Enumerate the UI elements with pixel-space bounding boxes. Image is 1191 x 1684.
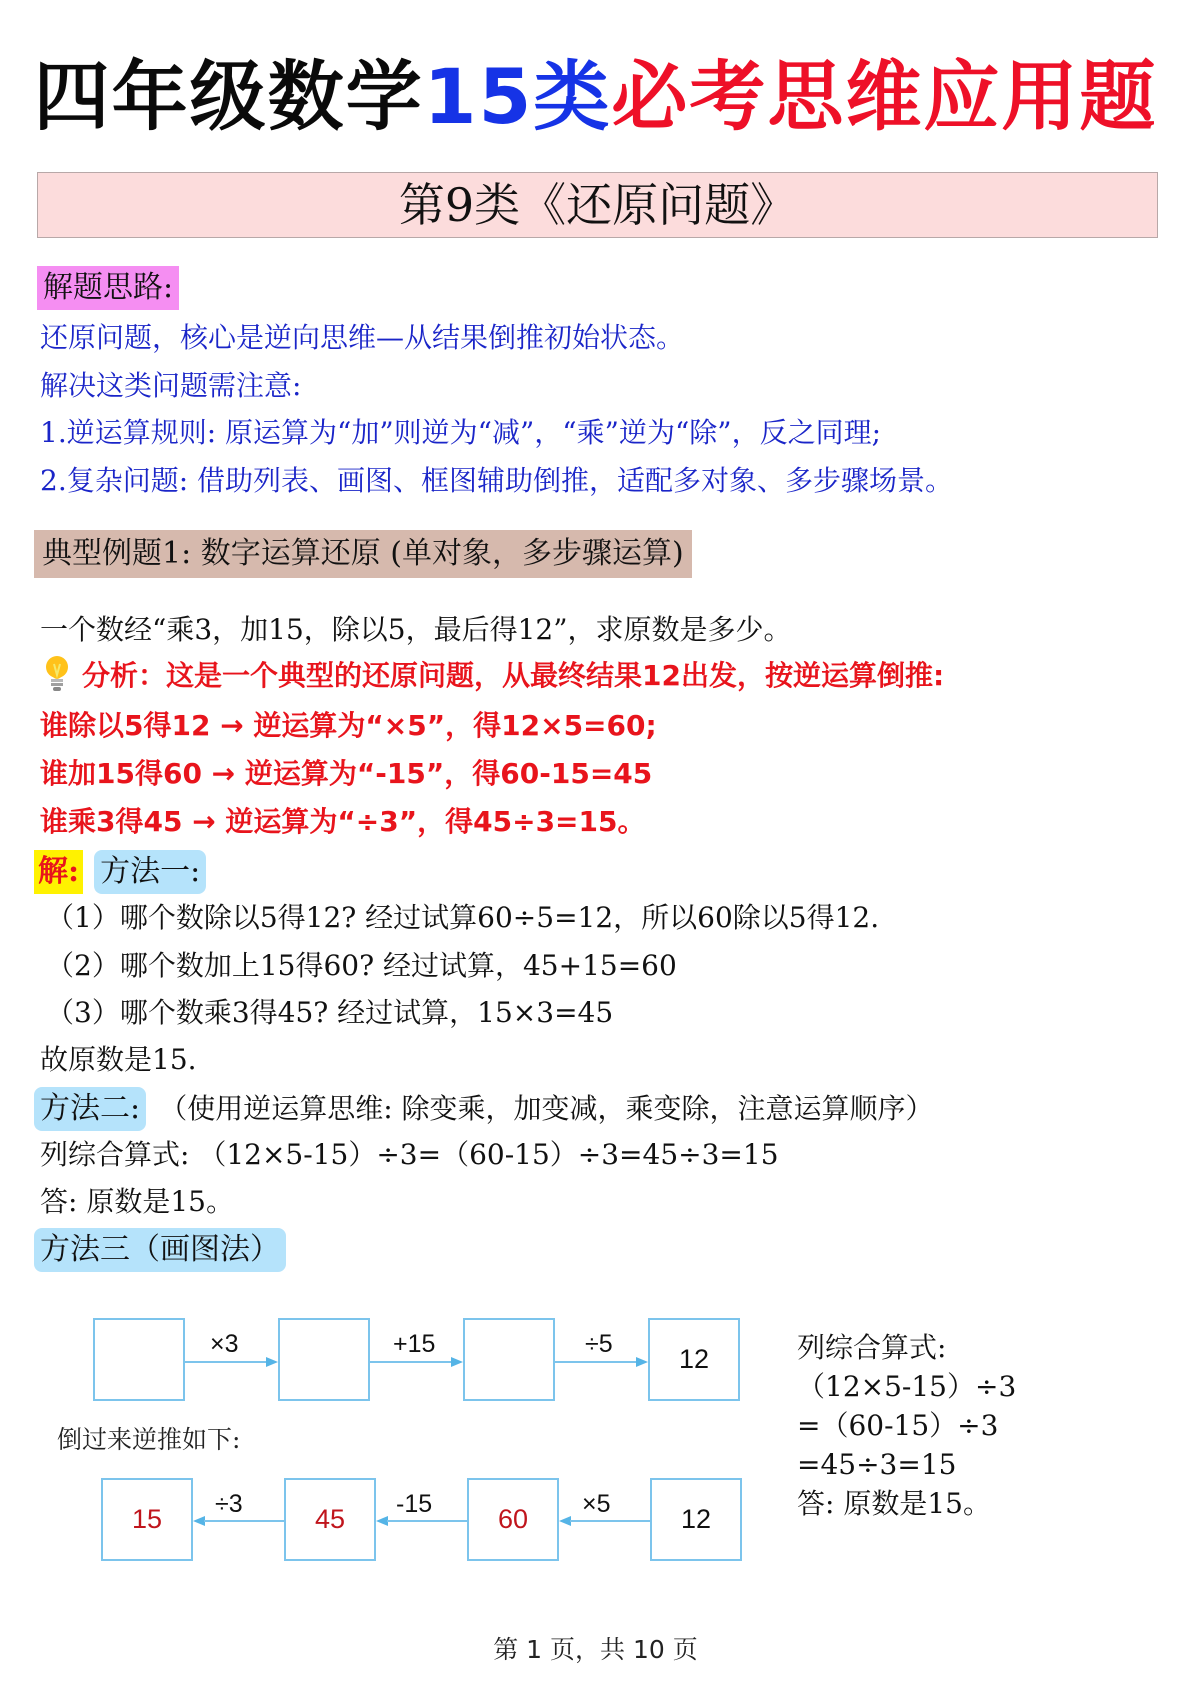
analysis-step-1: 谁除以5得12 → 逆运算为“×5”，得12×5=60;	[40, 709, 657, 742]
solution-label-row	[34, 850, 206, 894]
method3-label: 方法三（画图法）	[34, 1228, 286, 1272]
reverse-op-3: ×5	[582, 1490, 611, 1518]
method1-conclusion: 故原数是15.	[40, 1043, 197, 1076]
forward-op-3: ÷5	[585, 1330, 613, 1358]
analysis-intro: 分析：这是一个典型的还原问题，从最终结果12出发，按逆运算倒推:	[82, 659, 945, 692]
reverse-box-2: 45	[284, 1478, 376, 1561]
category-banner: 第9类《还原问题》	[37, 172, 1158, 238]
reverse-op-1: ÷3	[215, 1490, 243, 1518]
method2-row	[34, 1087, 934, 1131]
approach-line-1: 还原问题，核心是逆向思维—从结果倒推初始状态。	[40, 321, 685, 354]
forward-box-1	[93, 1318, 185, 1401]
arrow-right-icon	[451, 1357, 463, 1367]
method1-step-2: （2）哪个数加上15得60? 经过试算，45+15=60	[46, 949, 677, 982]
reverse-connector-2	[387, 1520, 467, 1522]
main-title	[0, 52, 1191, 142]
side-line-4: =45÷3=15	[797, 1448, 957, 1481]
reverse-box-1: 15	[101, 1478, 193, 1561]
side-line-2: （12×5-15）÷3	[797, 1370, 1017, 1403]
side-calculation	[797, 1328, 1016, 1523]
forward-connector-3	[555, 1361, 637, 1363]
analysis-step-2: 谁加15得60 → 逆运算为“-15”，得60-15=45	[40, 757, 653, 790]
forward-box-3	[463, 1318, 555, 1401]
arrow-right-icon	[266, 1357, 278, 1367]
analysis-intro-row	[44, 656, 944, 696]
solution-label: 解:	[34, 850, 83, 894]
reverse-box-4: 12	[650, 1478, 742, 1561]
title-blue: 15类	[423, 52, 612, 141]
analysis-step-3: 谁乘3得45 → 逆运算为“÷3”，得45÷3=15。	[40, 805, 646, 838]
method2-note: （使用逆运算思维: 除变乘，加变减，乘变除，注意运算顺序）	[159, 1092, 934, 1125]
lightbulb-icon	[44, 655, 70, 693]
title-black: 四年级数学	[33, 52, 424, 141]
reverse-box-3: 60	[467, 1478, 559, 1561]
reverse-op-2: -15	[396, 1490, 433, 1518]
arrow-right-icon	[636, 1357, 648, 1367]
arrow-left-icon	[559, 1516, 571, 1526]
question-text: 一个数经“乘3，加15，除以5，最后得12”，求原数是多少。	[40, 613, 792, 646]
forward-connector-2	[370, 1361, 452, 1363]
reverse-caption: 倒过来逆推如下:	[57, 1425, 241, 1454]
forward-op-2: +15	[393, 1330, 436, 1358]
forward-box-2	[278, 1318, 370, 1401]
method1-step-1: （1）哪个数除以5得12? 经过试算60÷5=12，所以60除以5得12.	[46, 901, 880, 934]
forward-box-4: 12	[648, 1318, 740, 1401]
forward-op-1: ×3	[210, 1330, 239, 1358]
approach-label: 解题思路:	[37, 266, 179, 310]
side-line-5: 答: 原数是15。	[797, 1487, 991, 1520]
page-footer: 第 1 页，共 10 页	[493, 1635, 698, 1664]
method3-label-wrap	[34, 1228, 286, 1272]
example-label-wrap	[34, 530, 692, 578]
side-line-3: =（60-15）÷3	[797, 1409, 999, 1442]
arrow-left-icon	[376, 1516, 388, 1526]
method2-formula: 列综合算式: （12×5-15）÷3=（60-15）÷3=45÷3=15	[40, 1138, 779, 1171]
example-label: 典型例题1: 数字运算还原 (单对象，多步骤运算)	[34, 530, 692, 578]
arrow-left-icon	[193, 1516, 205, 1526]
method2-label: 方法二:	[34, 1087, 146, 1131]
side-line-1: 列综合算式:	[797, 1331, 947, 1364]
approach-label-wrap	[37, 266, 179, 310]
title-red: 必考思维应用题	[611, 52, 1158, 141]
method1-step-3: （3）哪个数乘3得45? 经过试算，15×3=45	[46, 996, 614, 1029]
approach-line-3: 1.逆运算规则: 原运算为“加”则逆为“减”，“乘”逆为“除”，反之同理;	[40, 416, 882, 449]
forward-connector-1	[185, 1361, 267, 1363]
approach-line-2: 解决这类问题需注意:	[40, 369, 302, 402]
approach-line-4: 2.复杂问题: 借助列表、画图、框图辅助倒推，适配多对象、多步骤场景。	[40, 464, 954, 497]
reverse-connector-1	[204, 1520, 284, 1522]
reverse-connector-3	[570, 1520, 650, 1522]
method1-label: 方法一:	[94, 850, 206, 894]
method2-answer: 答: 原数是15。	[40, 1185, 234, 1218]
